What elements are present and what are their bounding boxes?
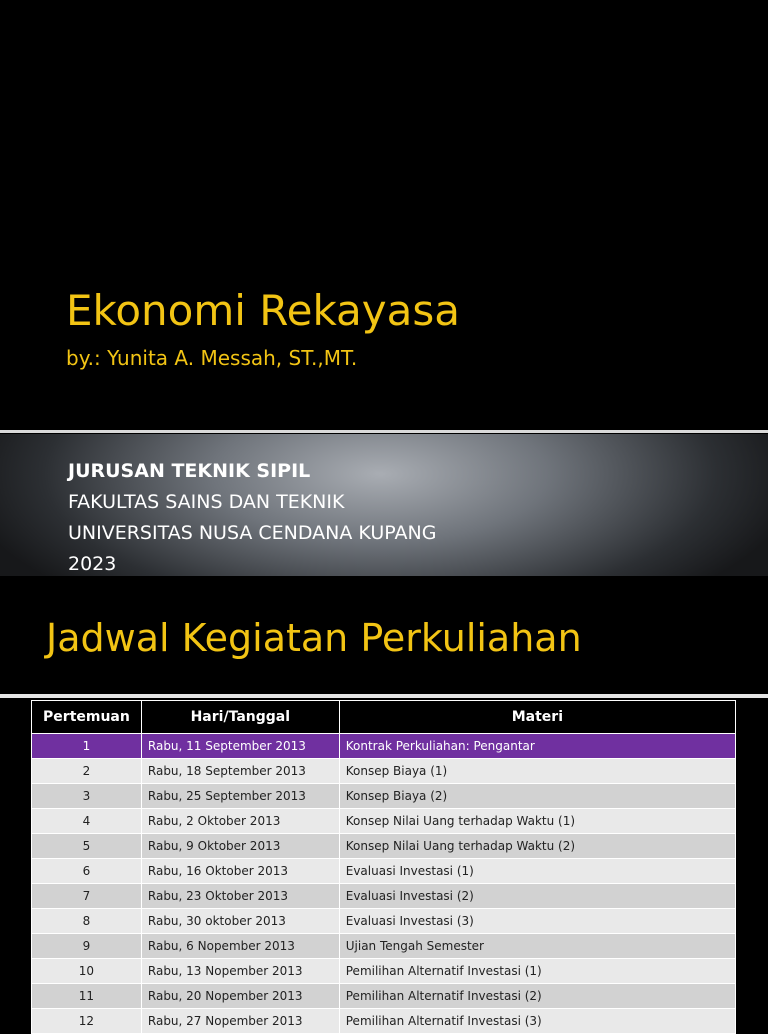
schedule-title: Jadwal Kegiatan Perkuliahan bbox=[46, 616, 582, 660]
cell-materi: Evaluasi Investasi (2) bbox=[339, 884, 735, 909]
cell-pertemuan: 9 bbox=[32, 934, 142, 959]
cell-materi: Konsep Nilai Uang terhadap Waktu (2) bbox=[339, 834, 735, 859]
cell-materi: Konsep Biaya (1) bbox=[339, 759, 735, 784]
cell-pertemuan: 1 bbox=[32, 734, 142, 759]
cell-materi: Ujian Tengah Semester bbox=[339, 934, 735, 959]
cell-hari-tanggal: Rabu, 23 Oktober 2013 bbox=[141, 884, 339, 909]
cell-hari-tanggal: Rabu, 6 Nopember 2013 bbox=[141, 934, 339, 959]
cell-hari-tanggal: Rabu, 2 Oktober 2013 bbox=[141, 809, 339, 834]
cell-materi: Pemilihan Alternatif Investasi (3) bbox=[339, 1009, 735, 1034]
cell-pertemuan: 11 bbox=[32, 984, 142, 1009]
cell-hari-tanggal: Rabu, 13 Nopember 2013 bbox=[141, 959, 339, 984]
cell-materi: Kontrak Perkuliahan: Pengantar bbox=[339, 734, 735, 759]
schedule-divider bbox=[0, 694, 768, 698]
university-line: UNIVERSITAS NUSA CENDANA KUPANG bbox=[68, 522, 437, 544]
cell-hari-tanggal: Rabu, 18 September 2013 bbox=[141, 759, 339, 784]
table-row bbox=[32, 1009, 736, 1034]
table-row bbox=[32, 884, 736, 909]
cell-pertemuan: 10 bbox=[32, 959, 142, 984]
year-line: 2023 bbox=[68, 553, 117, 575]
schedule-table bbox=[31, 700, 736, 1034]
cell-hari-tanggal: Rabu, 25 September 2013 bbox=[141, 784, 339, 809]
cell-hari-tanggal: Rabu, 20 Nopember 2013 bbox=[141, 984, 339, 1009]
cell-pertemuan: 2 bbox=[32, 759, 142, 784]
cell-hari-tanggal: Rabu, 16 Oktober 2013 bbox=[141, 859, 339, 884]
header-pertemuan: Pertemuan bbox=[32, 701, 142, 734]
table-row bbox=[32, 784, 736, 809]
cell-materi: Konsep Nilai Uang terhadap Waktu (1) bbox=[339, 809, 735, 834]
cell-pertemuan: 3 bbox=[32, 784, 142, 809]
cell-pertemuan: 4 bbox=[32, 809, 142, 834]
cell-hari-tanggal: Rabu, 30 oktober 2013 bbox=[141, 909, 339, 934]
table-row bbox=[32, 834, 736, 859]
band-divider bbox=[0, 430, 768, 433]
cell-pertemuan: 7 bbox=[32, 884, 142, 909]
cell-pertemuan: 12 bbox=[32, 1009, 142, 1034]
table-row bbox=[32, 959, 736, 984]
header-materi: Materi bbox=[339, 701, 735, 734]
schedule-slide bbox=[0, 576, 768, 1028]
cell-materi: Pemilihan Alternatif Investasi (1) bbox=[339, 959, 735, 984]
table-row bbox=[32, 759, 736, 784]
table-row bbox=[32, 934, 736, 959]
header-hari-tanggal: Hari/Tanggal bbox=[141, 701, 339, 734]
cell-pertemuan: 6 bbox=[32, 859, 142, 884]
cell-materi: Evaluasi Investasi (1) bbox=[339, 859, 735, 884]
table-row bbox=[32, 909, 736, 934]
institution-band bbox=[0, 434, 768, 576]
table-header-row bbox=[32, 701, 736, 734]
cell-hari-tanggal: Rabu, 27 Nopember 2013 bbox=[141, 1009, 339, 1034]
department-line: JURUSAN TEKNIK SIPIL bbox=[68, 460, 311, 482]
cell-materi: Evaluasi Investasi (3) bbox=[339, 909, 735, 934]
slide-subtitle: by.: Yunita A. Messah, ST.,MT. bbox=[66, 346, 358, 370]
institution-text bbox=[68, 456, 436, 580]
table-row bbox=[32, 809, 736, 834]
table-row bbox=[32, 734, 736, 759]
faculty-line: FAKULTAS SAINS DAN TEKNIK bbox=[68, 491, 345, 513]
slide-title: Ekonomi Rekayasa bbox=[66, 286, 460, 335]
cell-materi: Pemilihan Alternatif Investasi (2) bbox=[339, 984, 735, 1009]
cell-materi: Konsep Biaya (2) bbox=[339, 784, 735, 809]
cell-hari-tanggal: Rabu, 9 Oktober 2013 bbox=[141, 834, 339, 859]
cell-hari-tanggal: Rabu, 11 September 2013 bbox=[141, 734, 339, 759]
table-row bbox=[32, 984, 736, 1009]
cell-pertemuan: 8 bbox=[32, 909, 142, 934]
table-row bbox=[32, 859, 736, 884]
cell-pertemuan: 5 bbox=[32, 834, 142, 859]
